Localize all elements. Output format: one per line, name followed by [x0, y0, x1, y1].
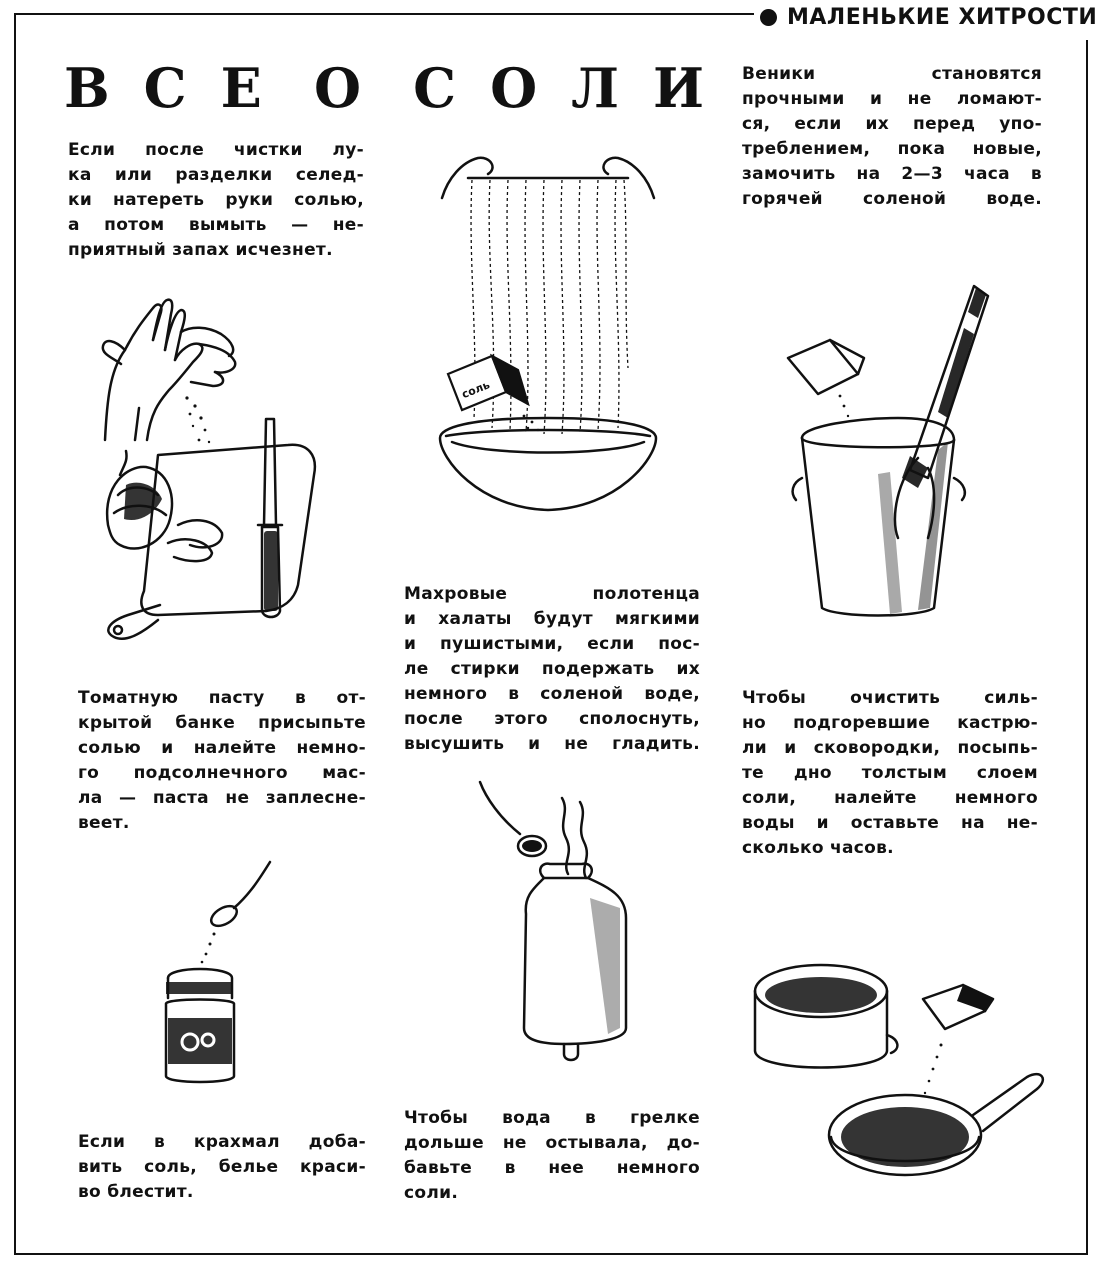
- broom-bucket-illustration: [778, 278, 998, 628]
- tip-line: дольше не остывала, до-: [404, 1133, 700, 1153]
- frame-right-rule: [1086, 40, 1088, 1255]
- hot-water-bottle-illustration: [470, 778, 640, 1078]
- tip-line: веет.: [78, 813, 130, 833]
- onion-board-illustration: [98, 415, 328, 645]
- tip-line: ки натереть руки солью,: [68, 190, 364, 210]
- tip-line: соли.: [404, 1183, 459, 1203]
- tip-line: те дно толстым слоем: [742, 763, 1038, 783]
- title-word-1: [64, 58, 262, 118]
- bullet-dot-icon: [760, 9, 777, 26]
- rubric-header: [760, 2, 1097, 32]
- tip-line: Томатную пасту в от-: [78, 688, 366, 708]
- tip-tomato: [78, 686, 366, 836]
- hot-water-bottle-icon: [470, 778, 640, 1078]
- tip-line: сколько часов.: [742, 838, 894, 858]
- tip-line: ла — паста не заплесне-: [78, 788, 366, 808]
- tip-line: Чтобы вода в грелке: [404, 1108, 700, 1128]
- title-letter: В: [64, 56, 110, 120]
- tip-line: крытой банке присыпьте: [78, 713, 366, 733]
- towel-basin-icon: [428, 138, 668, 538]
- title-letter: И: [652, 56, 704, 120]
- tip-line: приятный запах исчезнет.: [68, 240, 333, 260]
- salt-box-label: соль: [459, 378, 492, 402]
- tip-line: соли, налейте немного: [742, 788, 1038, 808]
- frame-bottom-rule: [14, 1253, 1088, 1255]
- tip-line: треблением, пока новые,: [742, 139, 1042, 159]
- pan-skillet-illustration: [745, 955, 1050, 1195]
- tip-hot-water-bottle: [404, 1106, 700, 1206]
- tip-towels: [404, 582, 700, 757]
- tip-line: после этого сполоснуть,: [404, 709, 700, 729]
- title-letter: С: [413, 56, 457, 120]
- towel-basin-illustration: [428, 138, 668, 538]
- tip-brooms: [742, 62, 1042, 212]
- broom-bucket-icon: [778, 278, 998, 628]
- title-letter: Е: [220, 56, 262, 120]
- title-letter: С: [143, 56, 187, 120]
- frame-top-rule: [14, 13, 754, 15]
- tip-line: Чтобы очистить силь-: [742, 688, 1038, 708]
- tip-line: воды и оставьте на не-: [742, 813, 1038, 833]
- tip-line: ся, если их перед упо-: [742, 114, 1042, 134]
- tip-starch: [78, 1130, 366, 1205]
- onion-board-knife-icon: [98, 415, 328, 645]
- tip-pans: [742, 686, 1038, 861]
- tip-line: и халаты будут мягкими: [404, 609, 700, 629]
- tip-line: ле стирки подержать их: [404, 659, 700, 679]
- tip-line: вить соль, белье краси-: [78, 1157, 366, 1177]
- tip-line: прочными и не ломают-: [742, 89, 1042, 109]
- tip-line: го подсолнечного мас-: [78, 763, 366, 783]
- tip-line: высушить и не гладить.: [404, 734, 700, 754]
- tip-line: Если в крахмал доба-: [78, 1132, 366, 1152]
- tip-line: немного в соленой воде,: [404, 684, 700, 704]
- tip-line: Веники становятся: [742, 64, 1042, 84]
- tip-line: ли и сковородки, посыпь-: [742, 738, 1038, 758]
- tip-line: солью и налейте немно-: [78, 738, 366, 758]
- jar-spoon-icon: [160, 858, 280, 1088]
- tip-line: ка или разделки селед-: [68, 165, 364, 185]
- title-word-3: [413, 58, 704, 118]
- tip-line: Если после чистки лу-: [68, 140, 364, 160]
- title-word-2: [314, 58, 361, 118]
- tip-line: и пушистыми, если пос-: [404, 634, 700, 654]
- tip-line: но подгоревшие кастрю-: [742, 713, 1038, 733]
- tip-onion: [68, 138, 364, 263]
- rubric-title: МАЛЕНЬКИЕ ХИТРОСТИ: [787, 4, 1098, 30]
- title-letter: О: [490, 56, 538, 120]
- pan-skillet-icon: [745, 955, 1050, 1195]
- frame-left-rule: [14, 13, 16, 1253]
- title-letter: Л: [571, 56, 619, 120]
- tip-line: а потом вымыть — не-: [68, 215, 364, 235]
- title-letter: О: [313, 56, 362, 120]
- tip-line: замочить на 2—3 часа в: [742, 164, 1042, 184]
- page-title: [64, 58, 704, 118]
- tip-line: горячей соленой воде.: [742, 189, 1042, 209]
- tip-line: бавьте в нее немного: [404, 1158, 700, 1178]
- tip-line: во блестит.: [78, 1182, 194, 1202]
- tip-line: Махровые полотенца: [404, 584, 700, 604]
- jar-spoon-illustration: [160, 858, 280, 1088]
